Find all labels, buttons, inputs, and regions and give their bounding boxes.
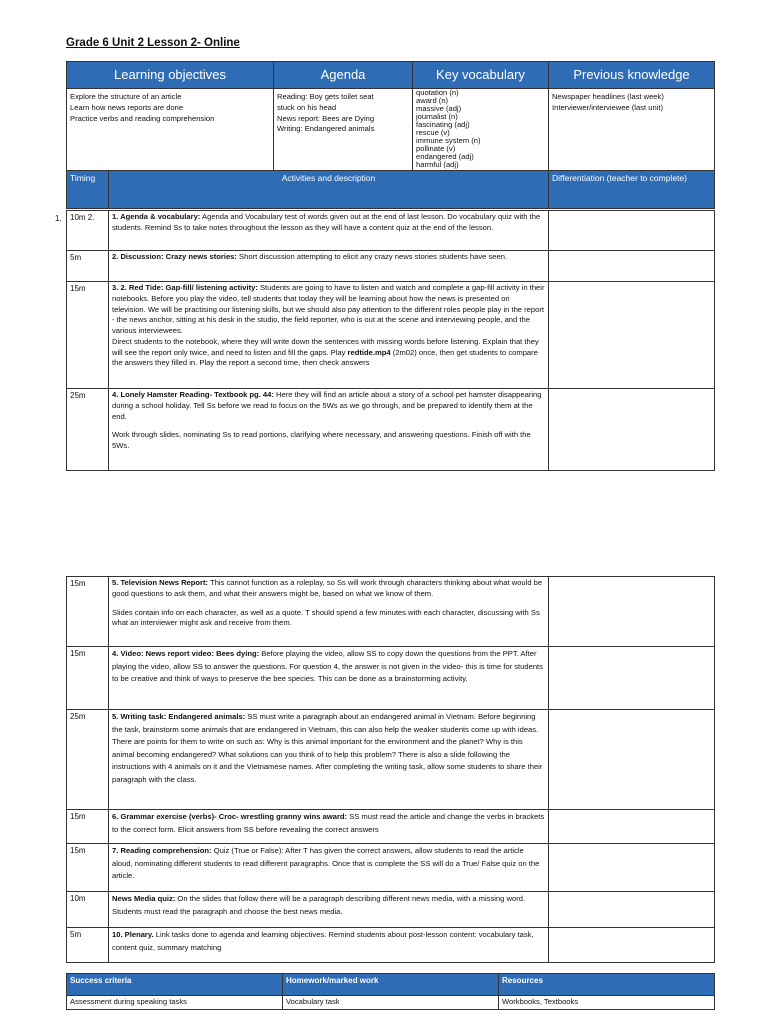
activity-text: SS must write a paragraph about an endangered animal in Vietnam. Before beginning the task, brainstorm some animals that are endangered in Vietnam, this can also help the weaker students come up with ideas. There are points for them to write on such as: Why is this animal important for the environment and the planet? Why is this animal becoming endangered? What solutions can you think of to help this problem? There is also a slide following the instructions with 4 animals on it and the Vietnamese names. After completing the writing task, allow some students to share their paragraph with the class.: [112, 712, 543, 784]
timing-cell: 15m: [67, 577, 109, 647]
knowledge-item: Newspaper headlines (last week): [552, 92, 664, 101]
activity-title: 5. Television News Report:: [112, 578, 209, 587]
objectives-cell: [67, 89, 274, 171]
knowledge-item: Interviewer/interviewee (last unit): [552, 102, 663, 112]
success-criteria-header: Success criteria: [67, 974, 283, 996]
lesson-overview-table: [66, 61, 715, 209]
objective-item: Learn how news reports are done: [70, 102, 184, 112]
activity-text: Work through slides, nominating Ss to read portions, clarifying where necessary, and answering questions. Finish off with the 5Ws.: [112, 430, 531, 451]
agenda-cell: [274, 89, 413, 171]
activity-text: Quiz (True or False): After T has given the correct answers, allow students to read the article aloud, nominating different students to read different paragraphs. Once that is complete the SS will do a True/ False quiz on the article.: [112, 846, 540, 881]
list-number: 1.: [55, 214, 62, 223]
timing-cell: 25m: [67, 710, 109, 810]
activity-text: On the slides that follow there will be a paragraph describing different news media, with a missing word. Students must read the paragraph and choose the best news media.: [112, 894, 526, 916]
activity-cell: [109, 892, 549, 928]
timing-header: Timing: [67, 171, 109, 209]
previous-knowledge-header: Previous knowledge: [549, 62, 715, 89]
agenda-item: stuck on his head: [277, 102, 337, 112]
table-row: [67, 577, 715, 647]
video-filename: redtide.mp4: [347, 347, 391, 357]
document-title: Grade 6 Unit 2 Lesson 2- Online: [66, 37, 240, 49]
activity-cell: [109, 710, 549, 810]
activity-text: Direct students to the notebook, where they will write down the sentences with missing words before listening. Explain that they will see the report only twice, and need to listen and fill the gaps. Play: [112, 336, 539, 357]
success-criteria-value: Assessment during speaking tasks: [67, 996, 283, 1010]
activity-title: 2. Discussion: Crazy news stories:: [112, 252, 237, 261]
agenda-header: Agenda: [274, 62, 413, 89]
vocab-item: quotation (n): [416, 88, 459, 97]
table-row: [67, 892, 715, 928]
activity-title: 3. 2. Red Tide: Gap-fill/ listening activity:: [112, 283, 258, 292]
table-row: [67, 844, 715, 892]
timing-cell: 25m: [67, 389, 109, 471]
activity-title: News Media quiz:: [112, 894, 176, 903]
agenda-item: News report: Bees are Dying: [277, 113, 375, 123]
activity-text: Before playing the video, allow SS to copy down the questions from the PPT. After playing the video, allow SS to answer the questions. For question 4, the answer is not given in the video- this is time for students to be creative and think of ways to preserve the bee species. This can be done as a brainstorming activity.: [112, 649, 543, 684]
vocab-item: harmful (adj): [416, 159, 459, 169]
activities-table-page1: [66, 210, 715, 471]
activity-cell: [109, 928, 549, 963]
activities-header: Activities and description: [109, 171, 549, 209]
timing-cell: 15m: [67, 844, 109, 892]
table-row: [67, 251, 715, 282]
activity-text: This cannot function as a roleplay, so Ss will work through characters thinking about what would be good questions to ask them, and what their answers might be, based on what we know of them.: [112, 578, 543, 598]
differentiation-cell: [549, 389, 715, 471]
activity-cell: [109, 282, 549, 389]
activity-title: 4. Video: News report video: Bees dying:: [112, 649, 260, 658]
timing-cell: 15m: [67, 282, 109, 389]
activities-table-page2: [66, 576, 715, 963]
activity-title: 10. Plenary.: [112, 930, 154, 939]
timing-cell: 5m: [67, 251, 109, 282]
differentiation-cell: [549, 710, 715, 810]
activity-cell: [109, 647, 549, 710]
differentiation-cell: [549, 647, 715, 710]
table-row: [67, 928, 715, 963]
learning-objectives-header: Learning objectives: [67, 62, 274, 89]
activity-title: 5. Writing task: Endangered animals:: [112, 712, 246, 721]
activity-text: Here they will find an article about a story of a school pet hamster disappearing during a school holiday. Tell Ss before we read to focus on the 5Ws as we go through, and be prepared to identify them at the end.: [112, 390, 542, 421]
resources-header: Resources: [499, 974, 715, 996]
activity-text: Short discussion attempting to elicit any crazy news stories students have seen.: [236, 252, 508, 261]
vocab-item: fascinating (adj): [416, 119, 470, 129]
timing-cell: 10m: [67, 892, 109, 928]
differentiation-cell: [549, 577, 715, 647]
activity-text: (2m02) once, then get students to compare the answers they filled in. Play the report a second time, then check answers: [112, 347, 538, 368]
footer-table: [66, 973, 715, 1010]
activity-title: 1. Agenda & vocabulary:: [112, 212, 201, 221]
activity-cell: [109, 251, 549, 282]
objective-item: Practice verbs and reading comprehension: [70, 113, 215, 123]
table-row: [67, 647, 715, 710]
activity-cell: [109, 810, 549, 844]
activity-cell: [109, 389, 549, 471]
vocabulary-cell: [413, 89, 549, 171]
timing-cell: 15m: [67, 647, 109, 710]
differentiation-cell: [549, 928, 715, 963]
differentiation-cell: [549, 844, 715, 892]
differentiation-cell: [549, 211, 715, 251]
previous-knowledge-cell: [549, 89, 715, 171]
agenda-item: Reading: Boy gets toilet seat: [277, 92, 374, 101]
timing-cell: 5m: [67, 928, 109, 963]
activity-text: Slides contain info on each character, as well as a quote. T should spend a few minutes with each character, discussing with Ss what an interviewer might ask and receive from them.: [112, 607, 540, 628]
differentiation-cell: [549, 892, 715, 928]
activity-title: 4. Lonely Hamster Reading- Textbook pg. 44:: [112, 390, 274, 399]
activity-cell: [109, 577, 549, 647]
activity-title: 7. Reading comprehension:: [112, 846, 212, 855]
vocab-item: pollinate (v): [416, 143, 456, 153]
objective-item: Explore the structure of an article: [70, 92, 182, 101]
timing-cell: 15m: [67, 810, 109, 844]
table-row: [67, 710, 715, 810]
vocab-item: award (n): [416, 95, 449, 105]
activity-cell: [109, 211, 549, 251]
differentiation-cell: [549, 810, 715, 844]
vocab-item: journalist (n): [416, 111, 458, 121]
resources-value: Workbooks, Textbooks: [499, 996, 715, 1010]
differentiation-header: Differentiation (teacher to complete): [549, 171, 715, 209]
activity-text: SS must read the article and change the verbs in brackets to the correct form. Elicit answers from SS before revealing the correct answers: [112, 812, 545, 834]
activity-text: Agenda and Vocabulary test of words given out at the end of last lesson. Do vocabulary quiz with the students. Remind Ss to take notes throughout the lesson as they will have a content quiz at the end of the lesson.: [112, 212, 541, 232]
activity-text: Students are going to have to listen and watch and complete a gap-fill activity in their notebooks. Before you play the video, tell students that today they will be learning about how the news is presented on television. We will be practising our listening skills, but we should also pay attention to the different roles people play in the report - the news anchor, sitting at his desk in the studio, the field reporter, who is out at the scene and interviewing people, and the various interviewees.: [112, 283, 545, 336]
homework-value: Vocabulary task: [283, 996, 499, 1010]
table-row: [67, 211, 715, 251]
table-row: [67, 389, 715, 471]
timing-cell: 10m 2.: [67, 211, 109, 251]
agenda-item: Writing: Endangered animals: [277, 124, 375, 134]
differentiation-cell: [549, 251, 715, 282]
vocab-item: endangered (adj): [416, 151, 474, 161]
activity-cell: [109, 844, 549, 892]
key-vocabulary-header: Key vocabulary: [413, 62, 549, 89]
table-row: [67, 810, 715, 844]
activity-text: Link tasks done to agenda and learning objectives. Remind students about post-lesson content: vocabulary task, content quiz, summary matching: [112, 930, 534, 952]
vocab-item: rescue (v): [416, 127, 450, 137]
vocab-item: massive (adj): [416, 103, 462, 113]
table-row: [67, 282, 715, 389]
differentiation-cell: [549, 282, 715, 389]
homework-header: Homework/marked work: [283, 974, 499, 996]
activity-title: 6. Grammar exercise (verbs)- Croc- wrestling granny wins award:: [112, 812, 348, 821]
vocab-item: immune system (n): [416, 135, 481, 145]
